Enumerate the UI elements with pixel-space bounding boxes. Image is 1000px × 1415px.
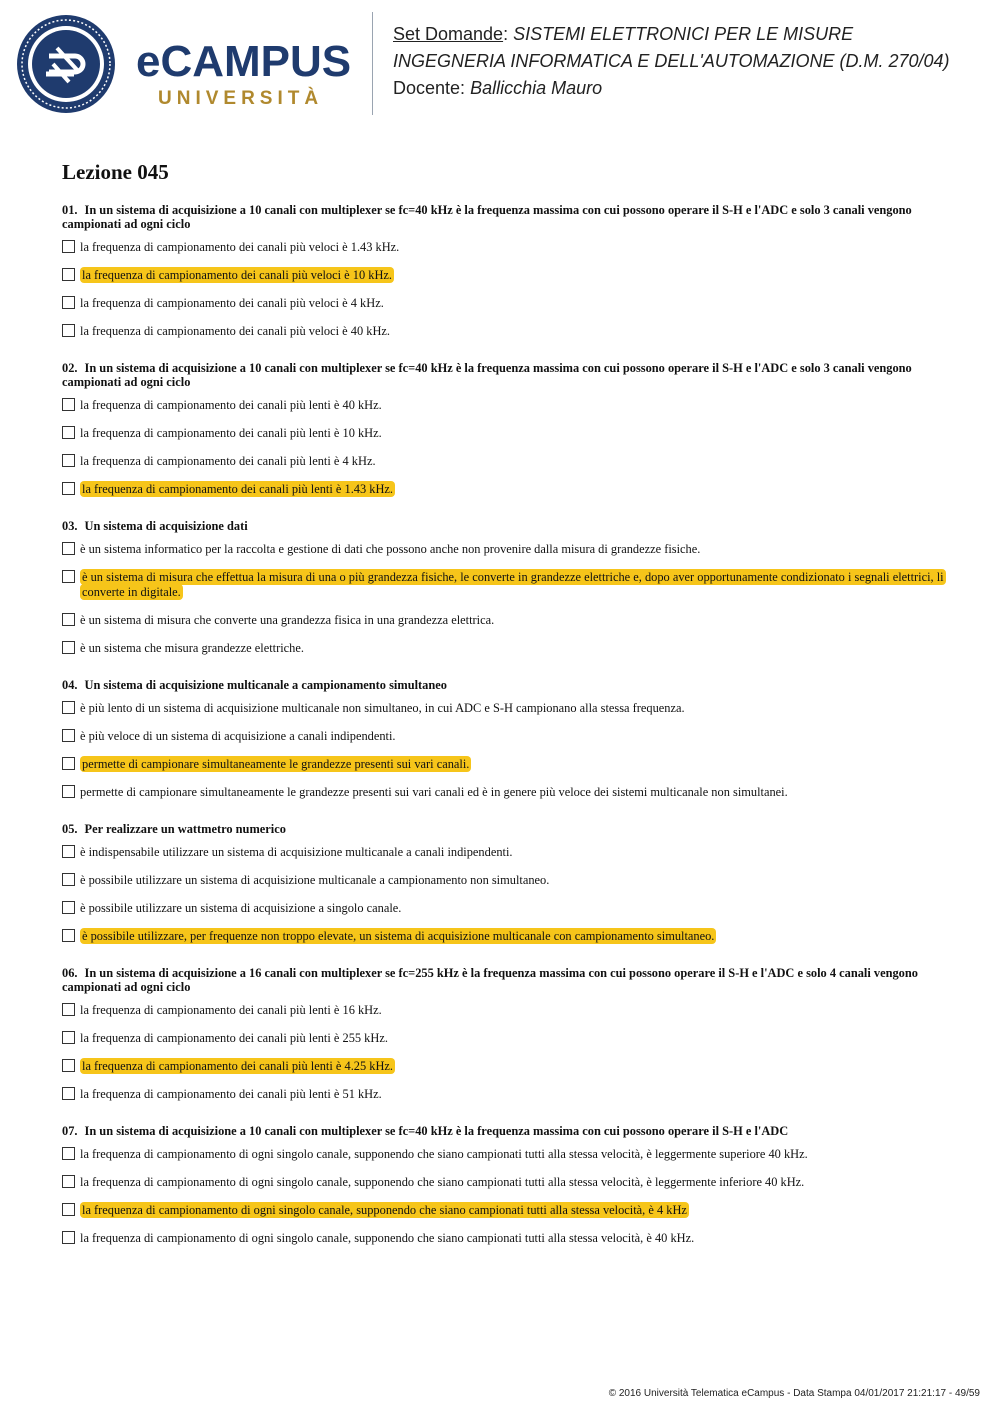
question-text [62, 361, 947, 389]
answer-checkbox[interactable] [62, 426, 75, 439]
answer-checkbox[interactable] [62, 1231, 75, 1244]
question-text [62, 678, 947, 692]
question-block [62, 361, 947, 497]
answer-checkbox[interactable] [62, 454, 75, 467]
answer-text: la frequenza di campionamento di ogni singolo canale, supponendo che siano campionati tutti alla stessa velocità, è leggermente superiore 40 kHz. [80, 1147, 808, 1161]
answer-option[interactable] [62, 845, 947, 860]
answer-text: è un sistema di misura che converte una grandezza fisica in una grandezza elettrica. [80, 613, 495, 627]
answer-option[interactable] [62, 873, 947, 888]
answer-checkbox[interactable] [62, 1087, 75, 1100]
answer-option[interactable] [62, 1031, 947, 1046]
answer-checkbox[interactable] [62, 1175, 75, 1188]
answer-option-correct[interactable] [62, 929, 947, 944]
answer-checkbox[interactable] [62, 785, 75, 798]
question-block [62, 966, 947, 1102]
answer-text: la frequenza di campionamento dei canali più lenti è 255 kHz. [80, 1031, 388, 1045]
answer-checkbox[interactable] [62, 701, 75, 714]
question-text [62, 519, 947, 533]
question-block [62, 678, 947, 800]
question-block [62, 519, 947, 656]
answer-text: la frequenza di campionamento dei canali più lenti è 16 kHz. [80, 1003, 382, 1017]
answer-text: la frequenza di campionamento dei canali più lenti è 1.43 kHz. [82, 482, 394, 496]
teacher-label: Docente: [393, 78, 466, 98]
question-block [62, 1124, 947, 1246]
question-text [62, 966, 947, 994]
answer-checkbox[interactable] [62, 1003, 75, 1016]
answer-option[interactable] [62, 426, 947, 441]
answer-option[interactable] [62, 729, 947, 744]
answer-text: la frequenza di campionamento dei canali più lenti è 10 kHz. [80, 426, 382, 440]
answer-option[interactable] [62, 398, 947, 413]
course-title-line: Set Domande: SISTEMI ELETTRONICI PER LE MISURE [393, 24, 854, 44]
answer-checkbox[interactable] [62, 845, 75, 858]
answer-checkbox[interactable] [62, 324, 75, 337]
question-text [62, 203, 947, 231]
answer-checkbox[interactable] [62, 929, 75, 942]
answer-checkbox[interactable] [62, 1203, 75, 1216]
question-body: In un sistema di acquisizione a 10 canali con multiplexer se fc=40 kHz è la frequenza massima con cui possono operare il S-H e l'ADC e solo 3 canali vengono campionati ad ogni ciclo [62, 203, 912, 231]
question-body: In un sistema di acquisizione a 16 canali con multiplexer se fc=255 kHz è la frequenza massima con cui possono operare il S-H e l'ADC e solo 4 canali vengono campionati ad ogni ciclo [62, 966, 918, 994]
answer-option[interactable] [62, 542, 947, 557]
answer-text: è un sistema informatico per la raccolta e gestione di dati che possono anche non provenire dalla misura di grandezze fisiche. [80, 542, 701, 556]
answer-option[interactable] [62, 613, 947, 628]
question-block [62, 203, 947, 339]
answer-text: la frequenza di campionamento dei canali più lenti è 4 kHz. [80, 454, 376, 468]
question-number: 03. [62, 519, 78, 533]
answer-checkbox[interactable] [62, 1031, 75, 1044]
answer-checkbox[interactable] [62, 570, 75, 583]
answer-checkbox[interactable] [62, 641, 75, 654]
question-number: 07. [62, 1124, 78, 1138]
answer-text: permette di campionare simultaneamente le grandezze presenti sui vari canali ed è in genere più veloce dei sistemi multicanale non simultanei. [80, 785, 788, 799]
answer-option[interactable] [62, 785, 947, 800]
answer-text: permette di campionare simultaneamente le grandezze presenti sui vari canali. [82, 757, 470, 771]
university-seal-icon [16, 14, 116, 114]
question-body: In un sistema di acquisizione a 10 canali con multiplexer se fc=40 kHz è la frequenza massima con cui possono operare il S-H e l'ADC [84, 1124, 789, 1138]
answer-option[interactable] [62, 1147, 947, 1162]
answer-text: la frequenza di campionamento dei canali più lenti è 51 kHz. [80, 1087, 382, 1101]
answer-option[interactable] [62, 701, 947, 716]
answer-checkbox[interactable] [62, 1059, 75, 1072]
question-body: Un sistema di acquisizione dati [84, 519, 248, 533]
answer-option[interactable] [62, 1003, 947, 1018]
answer-text: la frequenza di campionamento di ogni singolo canale, supponendo che siano campionati tutti alla stessa velocità, è 40 kHz. [80, 1231, 695, 1245]
answer-option-correct[interactable] [62, 1203, 947, 1218]
question-text [62, 822, 947, 836]
question-number: 01. [62, 203, 78, 217]
course-title: SISTEMI ELETTRONICI PER LE MISURE [513, 24, 854, 44]
ecampus-logo [136, 37, 361, 110]
answer-option[interactable] [62, 454, 947, 469]
answer-checkbox[interactable] [62, 613, 75, 626]
question-number: 02. [62, 361, 78, 375]
answer-text: la frequenza di campionamento dei canali più veloci è 10 kHz. [82, 268, 392, 282]
answer-text: la frequenza di campionamento dei canali più veloci è 4 kHz. [80, 296, 384, 310]
set-label: Set Domande [393, 24, 504, 44]
answer-option-correct[interactable] [62, 757, 947, 772]
answer-option-correct[interactable] [62, 268, 947, 283]
answer-text: è possibile utilizzare, per frequenze non troppo elevate, un sistema di acquisizione multicanale con campionamento simultaneo. [82, 929, 715, 943]
page-footer: © 2016 Università Telematica eCampus - Data Stampa 04/01/2017 21:21:17 - 49/59 [608, 1388, 980, 1399]
question-list [62, 203, 947, 1268]
answer-option-correct[interactable] [62, 1059, 947, 1074]
answer-text: è più veloce di un sistema di acquisizione a canali indipendenti. [80, 729, 396, 743]
question-number: 06. [62, 966, 78, 980]
question-block [62, 822, 947, 944]
question-body: In un sistema di acquisizione a 10 canali con multiplexer se fc=40 kHz è la frequenza massima con cui possono operare il S-H e l'ADC e solo 3 canali vengono campionati ad ogni ciclo [62, 361, 912, 389]
logo-subtext: UNIVERSITÀ [158, 88, 324, 109]
question-body: Per realizzare un wattmetro numerico [84, 822, 286, 836]
answer-option[interactable] [62, 1087, 947, 1102]
answer-option[interactable] [62, 296, 947, 311]
header-divider [372, 12, 373, 115]
answer-checkbox[interactable] [62, 240, 75, 253]
answer-text: la frequenza di campionamento dei canali più veloci è 40 kHz. [80, 324, 390, 338]
answer-text: la frequenza di campionamento di ogni singolo canale, supponendo che siano campionati tutti alla stessa velocità, è leggermente inferiore 40 kHz. [80, 1175, 805, 1189]
answer-checkbox[interactable] [62, 296, 75, 309]
answer-text: è più lento di un sistema di acquisizione multicanale non simultaneo, in cui ADC e S-H campionano alla stessa frequenza. [80, 701, 685, 715]
program-name: INGEGNERIA INFORMATICA E DELL'AUTOMAZIONE (D.M. 270/04) [393, 51, 950, 71]
answer-checkbox[interactable] [62, 482, 75, 495]
question-number: 05. [62, 822, 78, 836]
answer-option-correct[interactable] [62, 570, 947, 600]
answer-option[interactable] [62, 901, 947, 916]
answer-text: è possibile utilizzare un sistema di acquisizione multicanale a campionamento non simultaneo. [80, 873, 550, 887]
answer-checkbox[interactable] [62, 1147, 75, 1160]
answer-text: è indispensabile utilizzare un sistema di acquisizione multicanale a canali indipendenti. [80, 845, 513, 859]
answer-checkbox[interactable] [62, 268, 75, 281]
answer-checkbox[interactable] [62, 398, 75, 411]
question-body: Un sistema di acquisizione multicanale a campionamento simultaneo [84, 678, 447, 692]
question-number: 04. [62, 678, 78, 692]
answer-checkbox[interactable] [62, 873, 75, 886]
answer-text: la frequenza di campionamento dei canali più lenti è 40 kHz. [80, 398, 382, 412]
answer-text: la frequenza di campionamento di ogni singolo canale, supponendo che siano campionati tutti alla stessa velocità, è 4 kHz [82, 1203, 687, 1217]
page-header [0, 0, 1000, 125]
answer-option[interactable] [62, 324, 947, 339]
answer-text: è un sistema che misura grandezze elettriche. [80, 641, 304, 655]
answer-option[interactable] [62, 1175, 947, 1190]
answer-checkbox[interactable] [62, 757, 75, 770]
answer-text: la frequenza di campionamento dei canali più lenti è 4.25 kHz. [82, 1059, 394, 1073]
answer-option-correct[interactable] [62, 482, 947, 497]
teacher-line [393, 75, 993, 102]
course-info [393, 21, 993, 102]
lesson-title: Lezione 045 [62, 160, 169, 184]
answer-text: è possibile utilizzare un sistema di acquisizione a singolo canale. [80, 901, 402, 915]
question-text [62, 1124, 947, 1138]
answer-option[interactable] [62, 1231, 947, 1246]
answer-checkbox[interactable] [62, 901, 75, 914]
answer-text: la frequenza di campionamento dei canali più veloci è 1.43 kHz. [80, 240, 400, 254]
logo-wordmark: eCAMPUS [136, 37, 352, 86]
answer-checkbox[interactable] [62, 542, 75, 555]
answer-checkbox[interactable] [62, 729, 75, 742]
answer-option[interactable] [62, 641, 947, 656]
answer-text: è un sistema di misura che effettua la misura di una o più grandezza fisiche, le converte in grandezze elettriche e, dopo aver opportunamente condizionato i segnali elettrici, li converte in digitale. [82, 570, 944, 599]
answer-option[interactable] [62, 240, 947, 255]
teacher-name: Ballicchia Mauro [470, 78, 603, 98]
